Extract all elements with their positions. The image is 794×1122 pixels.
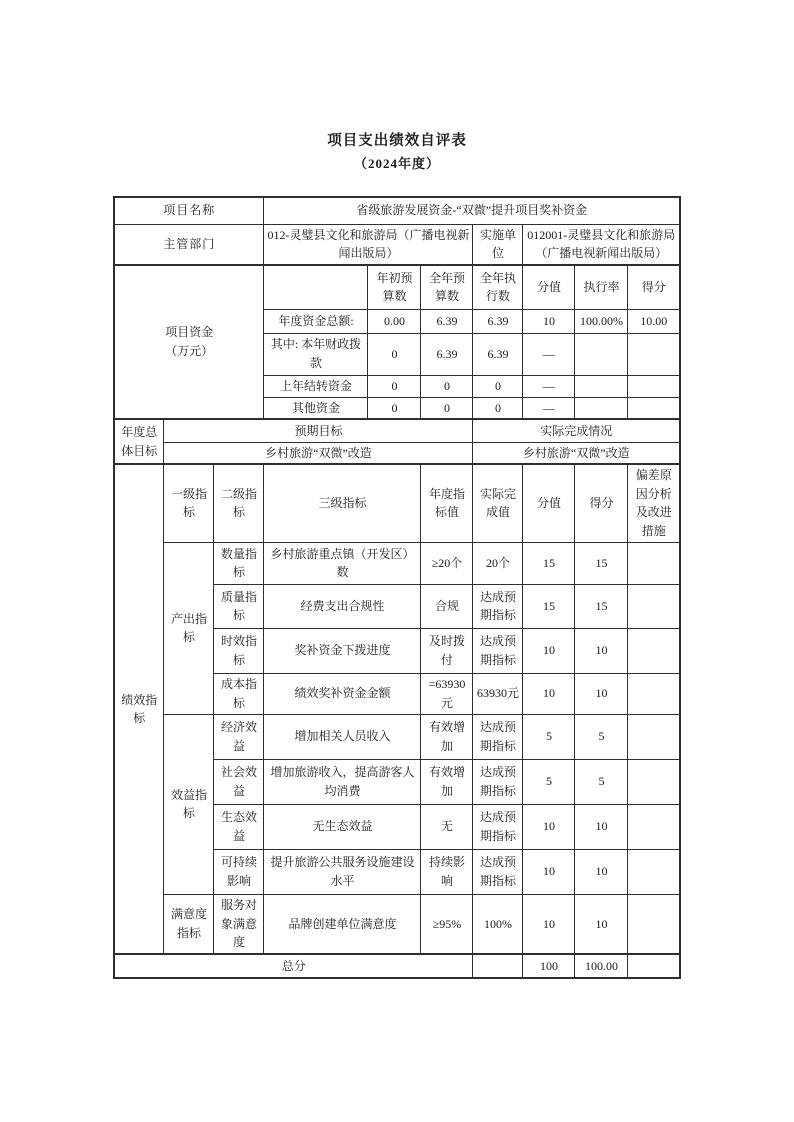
page-subtitle: （2024年度）	[353, 156, 440, 171]
header-target: 年度指标值	[421, 464, 473, 542]
actual-value: 达成预期指标	[473, 759, 523, 804]
level2-indicator: 经济效益	[214, 714, 264, 759]
header-points: 得分	[575, 464, 628, 542]
goal-header-row	[114, 419, 680, 442]
goal-expected-value: 乡村旅游“双微”改造	[164, 442, 473, 464]
indicator-row	[114, 542, 680, 584]
points-value: 15	[575, 542, 628, 584]
funds-header-points: 得分	[628, 265, 680, 309]
level2-indicator: 数量指标	[214, 542, 264, 584]
level2-indicator: 生态效益	[214, 804, 264, 849]
score-value: 5	[523, 714, 575, 759]
level3-indicator: 绩效奖补资金金额	[264, 673, 421, 714]
funds-cell: 0	[368, 333, 421, 375]
funds-header-execution-rate: 执行率	[575, 265, 628, 309]
points-value: 5	[575, 714, 628, 759]
funds-cell	[575, 333, 628, 375]
points-value: 5	[575, 759, 628, 804]
level3-indicator: 乡村旅游重点镇（开发区）数	[264, 542, 421, 584]
target-value: 持续影响	[421, 849, 473, 894]
target-value: 有效增加	[421, 759, 473, 804]
funds-header-row	[114, 265, 680, 309]
funds-cell: 10	[523, 309, 575, 333]
dept-label: 主管部门	[114, 224, 264, 265]
target-value: ≥20个	[421, 542, 473, 584]
target-value: 无	[421, 804, 473, 849]
actual-value: 达成预期指标	[473, 714, 523, 759]
funds-cell	[628, 397, 680, 419]
points-value: 15	[575, 584, 628, 628]
funds-cell	[628, 375, 680, 397]
level2-indicator: 时效指标	[214, 628, 264, 673]
actual-value: 达成预期指标	[473, 584, 523, 628]
funds-row-label: 上年结转资金	[264, 375, 368, 397]
points-value: 10	[575, 628, 628, 673]
level3-indicator: 奖补资金下拨进度	[264, 628, 421, 673]
funds-cell: 6.39	[421, 333, 473, 375]
level2-indicator: 社会效益	[214, 759, 264, 804]
indicator-row	[114, 714, 680, 759]
goal-actual-header: 实际完成情况	[473, 419, 680, 442]
funds-cell: 6.39	[421, 309, 473, 333]
target-value: 合规	[421, 584, 473, 628]
actual-value: 100%	[473, 894, 523, 954]
level3-indicator: 品牌创建单位满意度	[264, 894, 421, 954]
score-value: 5	[523, 759, 575, 804]
level3-indicator: 增加旅游收入，提高游客人均消费	[264, 759, 421, 804]
goal-actual-value: 乡村旅游“双微”改造	[473, 442, 680, 464]
level1-group-benefit: 效益指标	[164, 714, 214, 894]
indicator-header-row	[114, 464, 680, 542]
funds-cell	[575, 397, 628, 419]
funds-cell	[575, 375, 628, 397]
total-score: 100	[523, 954, 575, 978]
funds-header-initial-budget: 年初预算数	[368, 265, 421, 309]
total-deviation-blank	[628, 954, 680, 978]
deviation-cell	[628, 584, 680, 628]
dept-value: 012-灵璧县文化和旅游局（广播电视新闻出版局）	[264, 224, 473, 265]
project-name-label: 项目名称	[114, 197, 264, 224]
score-value: 10	[523, 804, 575, 849]
actual-value: 达成预期指标	[473, 804, 523, 849]
indicator-section-label: 绩效指标	[114, 464, 164, 954]
points-value: 10	[575, 804, 628, 849]
deviation-cell	[628, 804, 680, 849]
level2-indicator: 服务对象满意度	[214, 894, 264, 954]
level1-group-satisfaction: 满意度指标	[164, 894, 214, 954]
funds-label-line2: （万元）	[165, 344, 214, 359]
goal-section-label: 年度总体目标	[114, 419, 164, 464]
funds-cell: 0.00	[368, 309, 421, 333]
points-value: 10	[575, 894, 628, 954]
header-level3: 三级指标	[264, 464, 421, 542]
score-value: 10	[523, 628, 575, 673]
level2-indicator: 成本指标	[214, 673, 264, 714]
funds-cell: 0	[368, 375, 421, 397]
funds-header-score: 分值	[523, 265, 575, 309]
deviation-cell	[628, 759, 680, 804]
funds-row-label: 年度资金总额:	[264, 309, 368, 333]
deviation-cell	[628, 714, 680, 759]
goal-expected-header: 预期目标	[164, 419, 473, 442]
funds-header-blank	[264, 265, 368, 309]
score-value: 15	[523, 542, 575, 584]
level3-indicator: 经费支出合规性	[264, 584, 421, 628]
deviation-cell	[628, 894, 680, 954]
indicator-row	[114, 894, 680, 954]
level2-indicator: 质量指标	[214, 584, 264, 628]
funds-row-label: 其他资金	[264, 397, 368, 419]
total-blank	[473, 954, 523, 978]
goal-value-row	[114, 442, 680, 464]
target-value: 及时拨付	[421, 628, 473, 673]
funds-cell: —	[523, 375, 575, 397]
actual-value: 达成预期指标	[473, 849, 523, 894]
funds-label-line1: 项目资金	[165, 325, 214, 340]
score-value: 10	[523, 849, 575, 894]
deviation-cell	[628, 673, 680, 714]
funds-cell: 0	[368, 397, 421, 419]
points-value: 10	[575, 673, 628, 714]
funds-cell: 6.39	[473, 309, 523, 333]
actual-value: 达成预期指标	[473, 628, 523, 673]
funds-cell: 10.00	[628, 309, 680, 333]
level3-indicator: 无生态效益	[264, 804, 421, 849]
target-value: 有效增加	[421, 714, 473, 759]
funds-section-label	[114, 265, 264, 419]
funds-cell: —	[523, 397, 575, 419]
points-value: 10	[575, 849, 628, 894]
impl-value: 012001-灵璧县文化和旅游局（广播电视新闻出版局）	[523, 224, 680, 265]
page-title: 项目支出绩效自评表	[327, 133, 467, 149]
header-level2: 二级指标	[214, 464, 264, 542]
level2-indicator: 可持续影响	[214, 849, 264, 894]
funds-cell: 0	[473, 397, 523, 419]
performance-self-evaluation-table	[113, 196, 681, 979]
funds-cell: —	[523, 333, 575, 375]
actual-value: 20个	[473, 542, 523, 584]
funds-header-annual-execution: 全年执行数	[473, 265, 523, 309]
funds-cell: 6.39	[473, 333, 523, 375]
funds-row-label: 其中: 本年财政拨款	[264, 333, 368, 375]
total-points: 100.00	[575, 954, 628, 978]
funds-header-annual-budget: 全年预算数	[421, 265, 473, 309]
level3-indicator: 增加相关人员收入	[264, 714, 421, 759]
project-name-row	[114, 197, 680, 224]
header-score: 分值	[523, 464, 575, 542]
project-name-value: 省级旅游发展资金-“双微”提升项目奖补资金	[264, 197, 680, 224]
deviation-cell	[628, 628, 680, 673]
deviation-cell	[628, 542, 680, 584]
deviation-cell	[628, 849, 680, 894]
total-label: 总分	[114, 954, 473, 978]
header-level1: 一级指标	[164, 464, 214, 542]
funds-cell: 0	[421, 375, 473, 397]
level3-indicator: 提升旅游公共服务设施建设水平	[264, 849, 421, 894]
score-value: 10	[523, 894, 575, 954]
target-value: =63930元	[421, 673, 473, 714]
impl-label: 实施单位	[473, 224, 523, 265]
score-value: 10	[523, 673, 575, 714]
score-value: 15	[523, 584, 575, 628]
funds-cell: 100.00%	[575, 309, 628, 333]
department-row	[114, 224, 680, 265]
level1-group-output: 产出指标	[164, 542, 214, 714]
target-value: ≥95%	[421, 894, 473, 954]
funds-cell: 0	[473, 375, 523, 397]
funds-cell: 0	[421, 397, 473, 419]
total-row	[114, 954, 680, 978]
actual-value: 63930元	[473, 673, 523, 714]
header-deviation: 偏差原因分析及改进措施	[628, 464, 680, 542]
funds-cell	[628, 333, 680, 375]
header-actual: 实际完成值	[473, 464, 523, 542]
